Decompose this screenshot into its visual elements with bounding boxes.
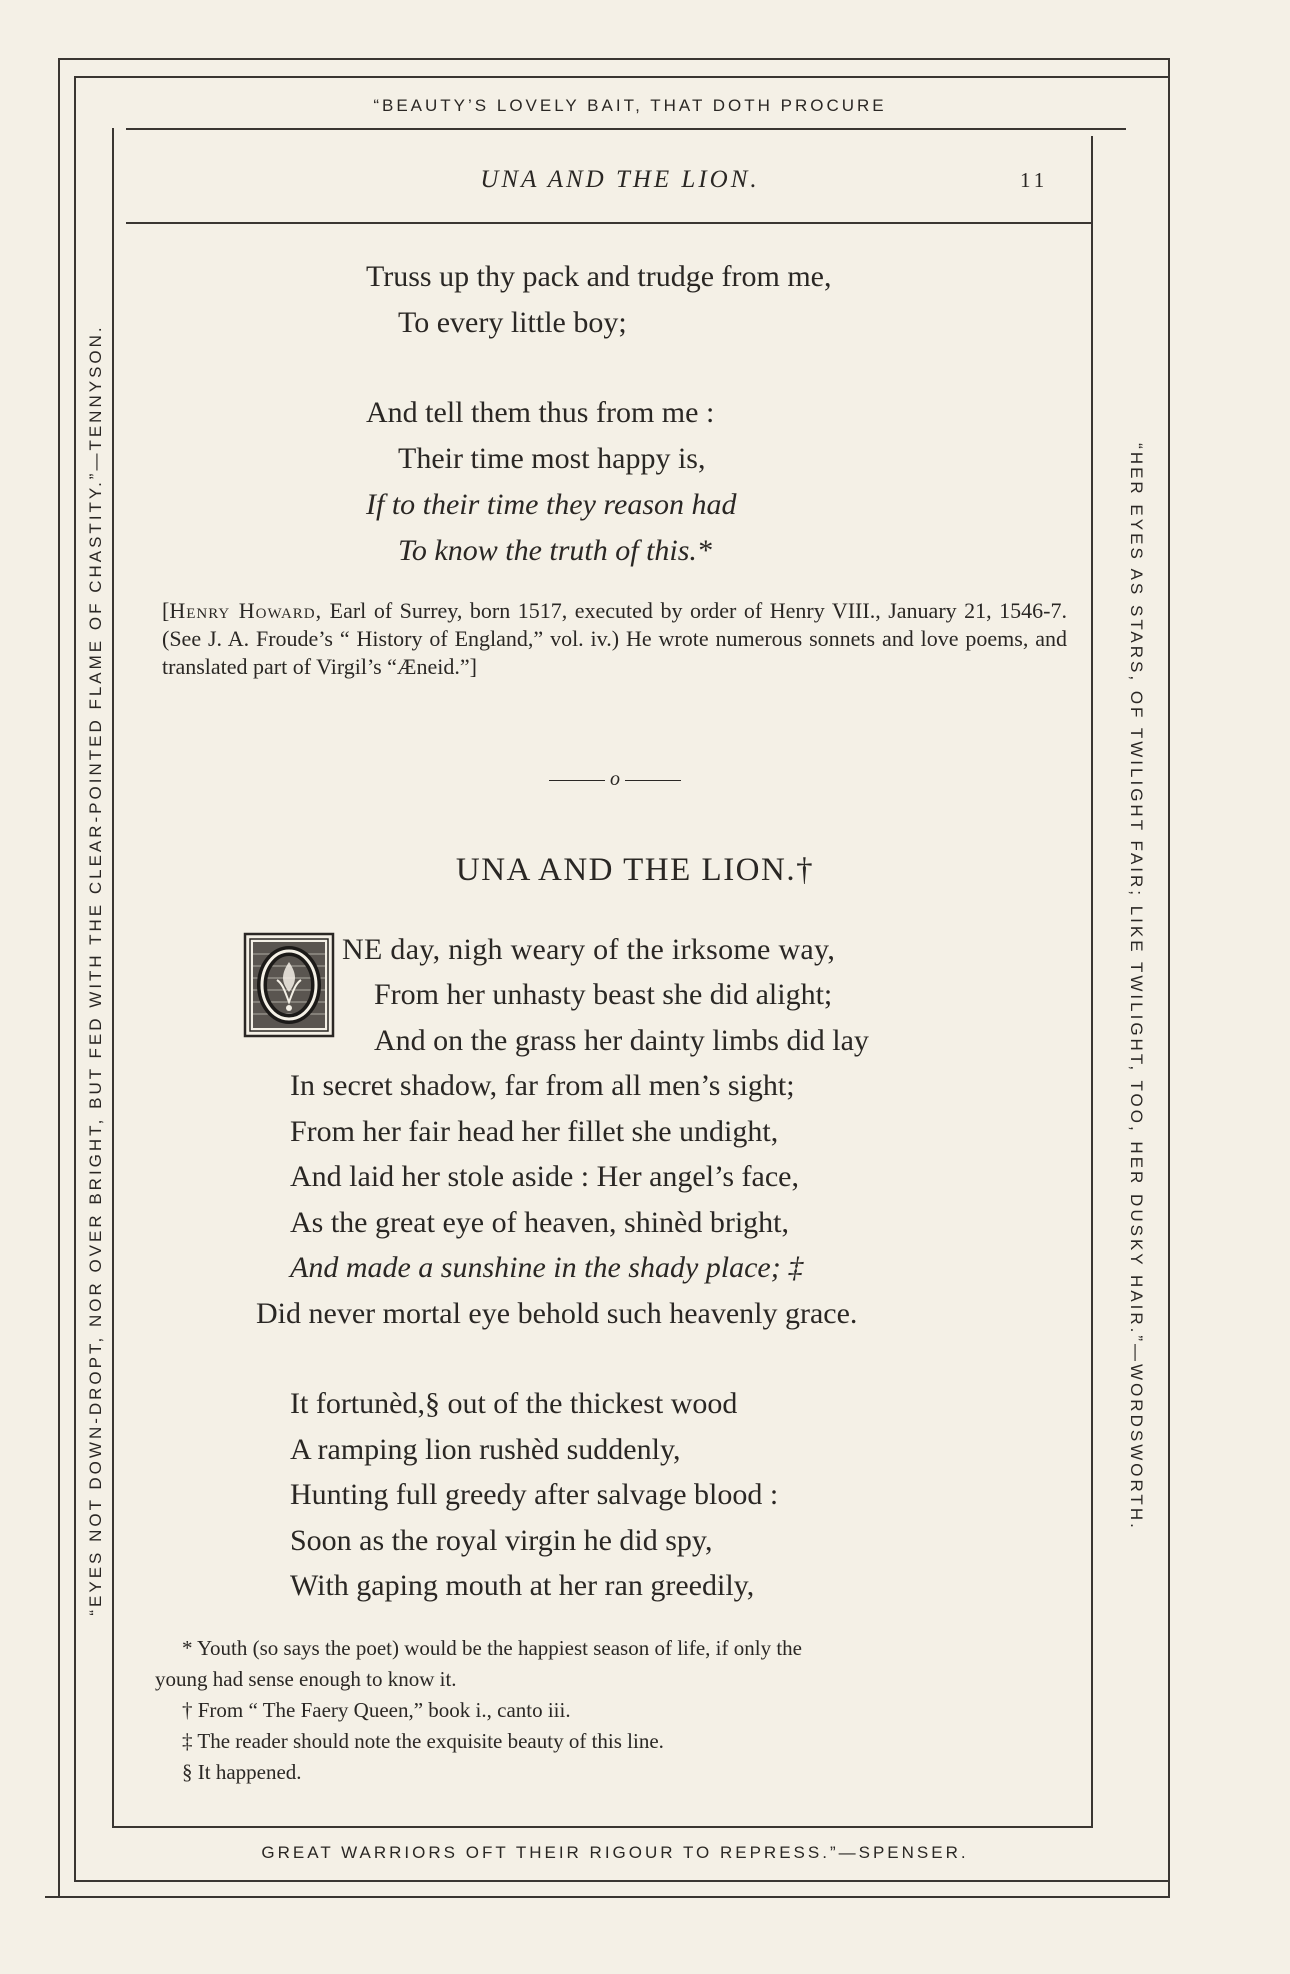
outer-frame-left (58, 58, 60, 1898)
running-head: UNA AND THE LION. (480, 166, 760, 193)
note-author-name: Henry Howard, (169, 598, 323, 623)
poem2-line-1: NE day, nigh weary of the irksome way, (342, 933, 836, 966)
outer-frame-right (1168, 58, 1170, 1898)
footnote-2: † From “ The Faery Queen,” book i., canto iii. (182, 1698, 571, 1722)
poem2-line-10: It fortunèd,§ out of the thickest wood (290, 1387, 738, 1420)
inner-frame-head-rule (126, 222, 1091, 224)
footnote-1-cont: young had sense enough to know it. (155, 1667, 457, 1691)
top-border-quote: “BEAUTY’S LOVELY BAIT, THAT DOTH PROCURE (373, 96, 887, 115)
poem1-line-4: Their time most happy is, (398, 442, 706, 475)
poem2-line-5: From her fair head her fillet she undight, (290, 1115, 779, 1148)
poem1-line-6: To know the truth of this.* (398, 534, 712, 567)
inner-frame-bottom (112, 1826, 1093, 1828)
outer-frame-bottom (45, 1896, 1170, 1898)
outer-frame-top (58, 58, 1168, 60)
mid-frame-left (74, 76, 76, 1880)
poem1-line-3: And tell them thus from me : (366, 396, 715, 429)
right-border-quote: “HER EYES AS STARS, OF TWILIGHT FAIR; LIKE TWILIGHT, TOO, HER DUSKY HAIR.”—WORDSWORTH. (1127, 443, 1146, 1531)
ornamental-drop-cap-o (243, 932, 335, 1038)
footnote-3: ‡ The reader should note the exquisite beauty of this line. (182, 1729, 664, 1753)
poem2-line-11: A ramping lion rushèd suddenly, (290, 1433, 681, 1466)
poem2-line-8: And made a sunshine in the shady place; ‡ (290, 1251, 804, 1284)
poem1-line-5: If to their time they reason had (366, 488, 737, 521)
poem2-line-7: As the great eye of heaven, shinèd bright, (290, 1206, 789, 1239)
drop-cap-ornament-icon (243, 932, 335, 1038)
left-border-quote: “EYES NOT DOWN-DROPT, NOR OVER BRIGHT, BUT FED WITH THE CLEAR-POINTED FLAME OF CHASTITY.”—TENNYSON. (86, 324, 105, 1616)
inner-frame-left (112, 128, 114, 1826)
poem2-line-12: Hunting full greedy after salvage blood : (290, 1478, 779, 1511)
poem2-line-13: Soon as the royal virgin he did spy, (290, 1524, 713, 1557)
poem2-line-14: With gaping mouth at her ran greedily, (290, 1569, 755, 1602)
note-open-bracket: [ (162, 598, 170, 623)
poem1-line-2: To every little boy; (398, 306, 627, 339)
mid-frame-bottom (74, 1880, 1168, 1882)
separator-glyph: o (610, 768, 620, 790)
inner-frame-top (126, 128, 1126, 130)
footnote-1: * Youth (so says the poet) would be the happiest season of life, if only the (182, 1636, 802, 1660)
section-title: UNA AND THE LION.† (455, 852, 815, 888)
separator-rule-left (549, 780, 605, 782)
poem2-line-3: And on the grass her dainty limbs did lay (374, 1024, 869, 1057)
footnote-4: § It happened. (182, 1760, 302, 1784)
bottom-border-quote: GREAT WARRIORS OFT THEIR RIGOUR TO REPRESS.”—SPENSER. (261, 1843, 969, 1862)
poem2-line-2: From her unhasty beast she did alight; (374, 978, 833, 1011)
poem2-line-9: Did never mortal eye behold such heavenly grace. (256, 1297, 858, 1330)
note-text: Earl of Surrey, born 1517, executed by order of Henry VIII., January 21, 1546-7. (See J. A. Froude’s “ History of England,” vol. iv.) He wrote numerous sonnets and love poems, and translated part of Virgil’s “Æneid.”] (162, 598, 1068, 679)
separator-rule-right (625, 780, 681, 782)
section-separator (540, 768, 690, 791)
inner-frame-right (1091, 136, 1093, 1826)
page-number: 11 (1020, 168, 1049, 192)
author-note (162, 597, 1067, 681)
poem2-line-4: In secret shadow, far from all men’s sight; (290, 1069, 795, 1102)
mid-frame-top (74, 76, 1168, 78)
poem2-line-6: And laid her stole aside : Her angel’s face, (290, 1160, 799, 1193)
poem1-line-1: Truss up thy pack and trudge from me, (366, 260, 832, 293)
